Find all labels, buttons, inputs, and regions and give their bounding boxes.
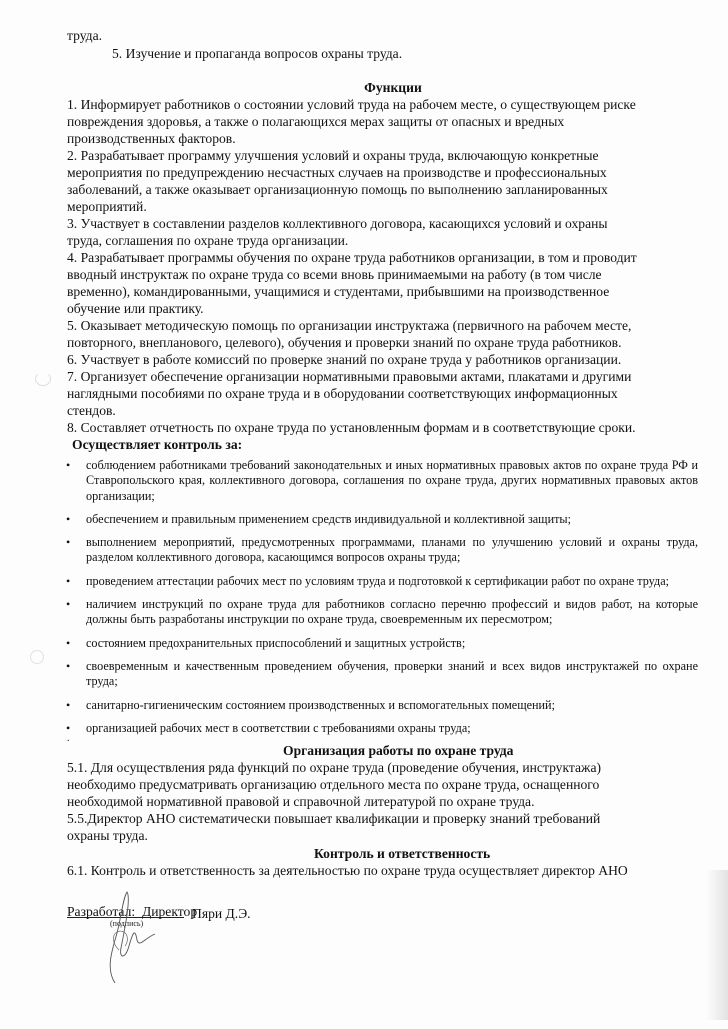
control-list-item: • соблюдением работниками требований законодательных и иных нормативных правовых актов по охране труда РФ и Ставропольского края, коллективного договора, соглашения по охране труда, других нормативных правовых актов организации; — [58, 458, 698, 504]
functions-line: 3. Участвует в составлении разделов коллективного договора, касающихся условий и охраны — [67, 216, 608, 231]
functions-line: стендов. — [67, 403, 116, 418]
scan-artifact — [30, 650, 44, 664]
functions-line: мероприятия по предупреждению несчастных случаев на производстве и профессиональных — [67, 165, 607, 180]
control-list-item: • своевременным и качественным проведением обучения, проверки знаний и всех видов инструктажей по охране труда; — [58, 659, 698, 690]
organization-line: необходимо предусматривать организацию отдельного места по охране труда, оснащенного — [67, 777, 600, 792]
control-list-item: • санитарно-гигиеническим состоянием производственных и вспомогательных помещений; — [58, 698, 698, 713]
functions-line: повреждения здоровья, а также о полагающихся мерах защиты от опасных и вредных — [67, 114, 565, 129]
organization-line: 5.1. Для осуществления ряда функций по охране труда (проведение обучения, инструктажа) — [67, 760, 601, 775]
handwritten-signature-icon — [95, 888, 175, 988]
intro-item-5: 5. Изучение и пропаганда вопросов охраны труда. — [112, 46, 403, 61]
functions-line: 2. Разрабатывает программу улучшения условий и охраны труда, включающую конкретные — [67, 148, 599, 163]
functions-line: 8. Составляет отчетность по охране труда по установленным формам и в соответствующие сроки. — [67, 420, 636, 435]
functions-line: мероприятий. — [67, 199, 147, 214]
control-list-item: • выполнением мероприятий, предусмотренных программами, планами по улучшению условий и охраны труда, разделом коллективного договора, касающимся вопросов охраны труда; — [58, 535, 698, 566]
functions-line: 5. Оказывает методическую помощь по организации инструктажа (первичного на рабочем месте, — [67, 318, 632, 333]
organization-line: охраны труда. — [67, 828, 148, 843]
control-list-item: • проведением аттестации рабочих мест по условиям труда и подготовкой к сертификации работ по охране труда; — [58, 574, 698, 589]
control-list-item: • наличием инструкций по охране труда для работников согласно перечню профессий и видов работ, на которые должны быть разработаны инструкции по охране труда, своевременным их пересмотром; — [58, 597, 698, 628]
developed-by: Разработал: — [67, 904, 136, 919]
control-list-item: • обеспечением и правильным применением средств индивидуальной и коллективной защиты; — [58, 512, 698, 527]
signer-name: Пяри Д.Э. — [192, 906, 251, 921]
responsibility-line: 6.1. Контроль и ответственность за деятельностью по охране труда осуществляет директор АНО — [67, 863, 628, 878]
intro-tail: труда. — [67, 28, 103, 43]
functions-line: производственных факторов. — [67, 131, 236, 146]
functions-line: 4. Разрабатывает программы обучения по охране труда работников организации, в том и проводит — [67, 250, 637, 265]
control-heading: Осуществляет контроль за: — [72, 437, 243, 452]
functions-line: 7. Организует обеспечение организации нормативными правовыми актами, плакатами и другими — [67, 369, 632, 384]
organization-line: необходимой нормативной правовой и справочной литературой по охране труда. — [67, 794, 535, 809]
functions-line: временно), командированными, учащимися и студентами, прибывшими на производственное — [67, 284, 610, 299]
organization-heading: Организация работы по охране труда — [283, 743, 514, 758]
functions-line: обучение или практику. — [67, 301, 204, 316]
functions-line: повторного, внепланового, целевого), обучения и проверки знаний по охране труда работников. — [67, 335, 622, 350]
functions-line: наглядными пособиями по охране труда и в оборудовании соответствующих информационных — [67, 386, 618, 401]
stray-mark: . — [67, 733, 70, 744]
functions-line: заболеваний, а также оказывает организационную помощь по выполнению запланированных — [67, 182, 608, 197]
functions-heading: Функции — [364, 80, 422, 95]
functions-line: 1. Информирует работников о состоянии условий труда на рабочем месте, о существующем риске — [67, 97, 636, 112]
control-list-item: • состоянием предохранительных приспособлений и защитных устройств; — [58, 636, 698, 651]
functions-line: труда, соглашения по охране труда организации. — [67, 233, 349, 248]
control-list — [58, 458, 698, 744]
organization-line: 5.5.Директор АНО систематически повышает квалификации и проверку знаний требований — [67, 811, 601, 826]
functions-line: 6. Участвует в работе комиссий по проверке знаний по охране труда у работников организации. — [67, 352, 622, 367]
responsibility-heading: Контроль и ответственность — [314, 846, 491, 861]
signature-caption: (подпись) — [110, 919, 144, 928]
functions-line: вводный инструктаж по охране труда со всеми вновь принимаемыми на работу (в том числе — [67, 267, 602, 282]
scan-artifact — [35, 372, 51, 386]
scan-edge-shading — [706, 870, 728, 1020]
control-list-item: • организацией рабочих мест в соответствии с требованиями охраны труда; — [58, 721, 698, 736]
signer-position: Директор — [141, 904, 198, 919]
